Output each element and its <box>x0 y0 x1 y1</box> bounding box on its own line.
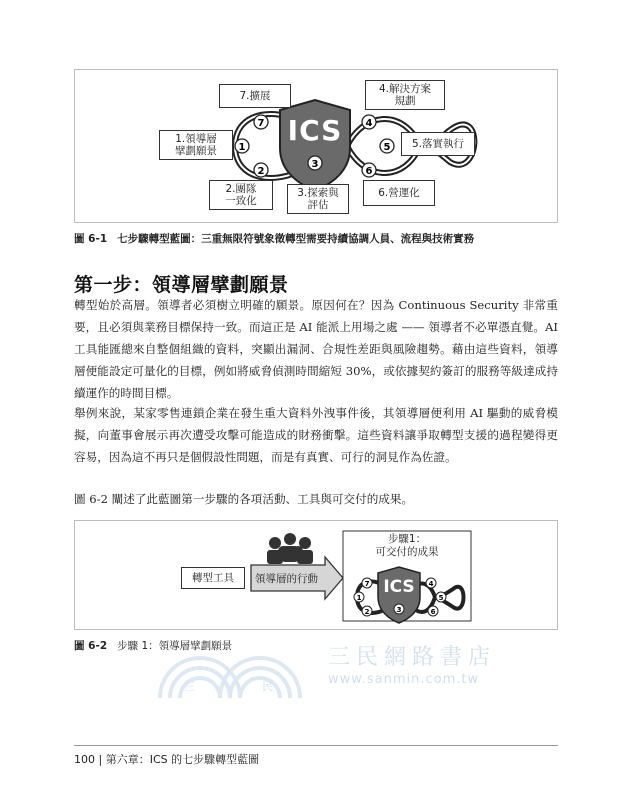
caption-number: 圖 6-2 <box>74 640 108 652</box>
step-7-box: 7.擴展 <box>219 84 291 108</box>
svg-text:7: 7 <box>257 118 265 129</box>
step-5-box: 5.落實執行 <box>401 132 475 156</box>
ics-label: ICS <box>287 114 343 147</box>
svg-text:4: 4 <box>428 580 434 588</box>
paragraph-1: 轉型始於高層。領導者必須樹立明確的願景。原因何在？因為 Continuous Security 非常重要，且必須與業務目標保持一致。而這正是 AI 能派上用場之處 —— 領導者不必單憑直覺。AI 工具能匯總來自整個組織的資料，突顯出漏洞、合規性差距與風險趨勢。藉由這些資料，領導層便能設定可量化的目標，例如將威脅偵測時間縮短 30%，或依據契約簽訂的服務等級達成持續運作的時間目標。 <box>74 298 558 400</box>
step-3-box: 3.探索與 評估 <box>287 184 349 214</box>
mini-ics-label: ICS <box>383 577 415 597</box>
watermark-left-char: 三 <box>184 680 195 693</box>
svg-text:2: 2 <box>364 608 370 616</box>
deliverable-label: 步驟1： 可交付的成果 <box>375 533 439 558</box>
step-6-box: 6.營運化 <box>363 180 435 206</box>
caption-text: 七步驟轉型藍圖：三重無限符號象徵轉型需要持續協調人員、流程與技術實務 <box>117 233 475 245</box>
people-icon <box>267 533 313 564</box>
section-heading: 第一步：領導層擘劃願景 <box>74 274 289 296</box>
watermark-brand: 三民網路書店 <box>328 645 497 670</box>
svg-text:3: 3 <box>396 606 402 614</box>
figure-6-2 <box>74 520 558 630</box>
watermark <box>150 640 510 700</box>
svg-text:1: 1 <box>238 142 246 153</box>
step-2-box: 2.團隊 一致化 <box>209 180 273 210</box>
paragraph-3: 圖 6-2 闡述了此藍圖第一步驟的各項活動、工具與可交付的成果。 <box>74 492 414 506</box>
svg-text:1: 1 <box>356 594 362 602</box>
step-4-box: 4.解決方案 規劃 <box>365 80 445 110</box>
svg-text:5: 5 <box>383 142 391 153</box>
watermark-logo-icon <box>150 640 310 700</box>
caption-text: 步驟 1：領導層擘劃願景 <box>117 640 233 652</box>
footer-divider <box>74 745 558 746</box>
paragraph-2: 舉例來說，某家零售連鎖企業在發生重大資料外洩事件後，其領導層便利用 AI 驅動的威脅模擬，向董事會展示再次遭受攻擊可能造成的財務衝擊。這些資料讓爭取轉型支援的過程變得更容易，因為這不再只是個假設性問題，而是有真實、可行的洞見作為佐證。 <box>74 406 558 464</box>
svg-text:6: 6 <box>365 166 373 177</box>
step-1-box: 1.領導層 擘劃願景 <box>159 130 233 160</box>
svg-text:3: 3 <box>311 159 319 170</box>
figure-6-1 <box>74 69 558 223</box>
svg-text:4: 4 <box>365 118 373 129</box>
watermark-right-char: 民 <box>262 680 273 693</box>
figure-6-1-caption <box>74 231 474 246</box>
svg-text:7: 7 <box>364 580 370 588</box>
tools-box: 轉型工具 <box>181 567 245 589</box>
svg-text:5: 5 <box>438 594 444 602</box>
caption-number: 圖 6-1 <box>74 233 108 245</box>
svg-text:6: 6 <box>430 608 436 616</box>
watermark-url: www.sanmin.com.tw <box>328 672 480 687</box>
svg-text:2: 2 <box>257 166 265 177</box>
actions-label: 領導層的行動 <box>255 573 318 585</box>
page-footer: 100 | 第六章：ICS 的七步驟轉型藍圖 <box>74 753 260 766</box>
